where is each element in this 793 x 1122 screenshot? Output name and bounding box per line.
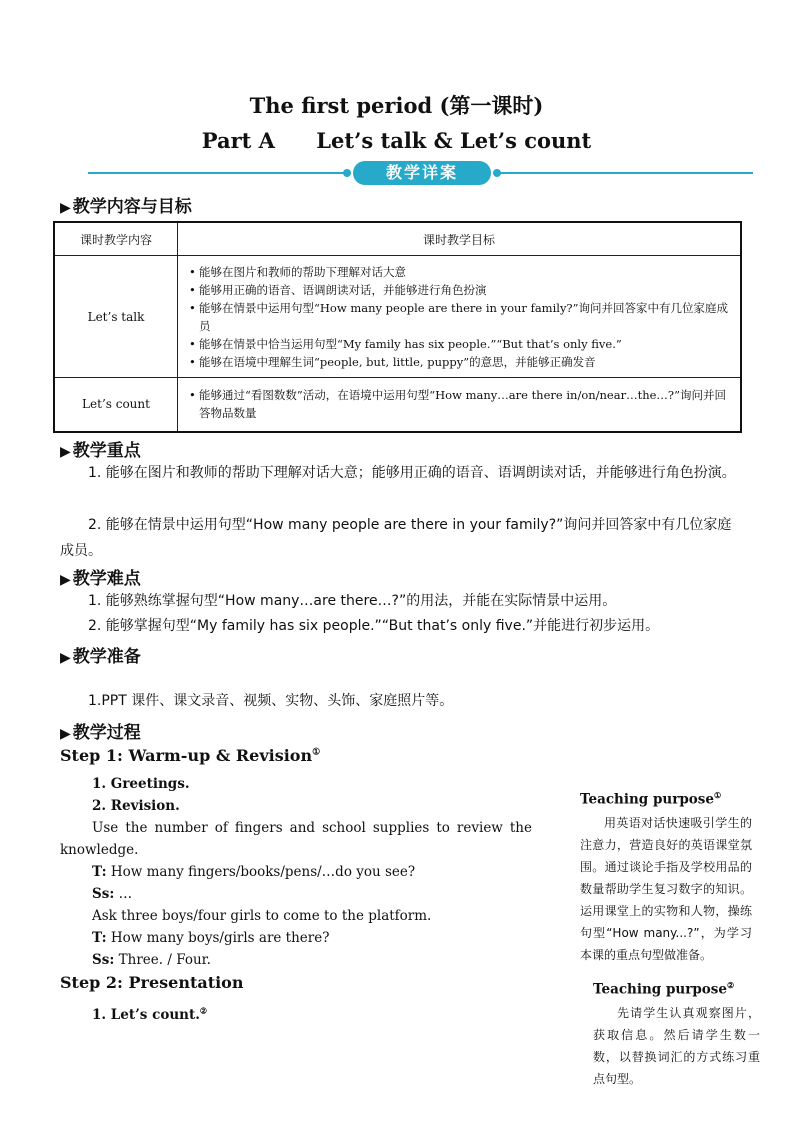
list-item: • 能够用正确的语音、语调朗读对话，并能够进行角色扮演 xyxy=(189,281,733,299)
triangle-bullet-icon: ▶ xyxy=(60,444,71,460)
ask-line: Ask three boys/four girls to come to the platform. xyxy=(92,908,432,924)
teaching-purpose-1-text: 用英语对话快速吸引学生的注意力，营造良好的英语课堂氛围。通过谈论手指及学校用品的数量帮助学生复习数字的知识。运用课堂上的实物和人物，操练句型“How many...?”，为学习本课的重点句型做准备。 xyxy=(580,816,752,962)
section-heading-key-points: ▶ 教学重点 xyxy=(60,441,141,461)
table-header-cell: 课时教学目标 xyxy=(178,222,742,256)
table-cell-goals xyxy=(178,378,742,432)
table-header-cell: 课时教学内容 xyxy=(54,222,178,256)
step-1-title: Step 1: Warm-up & Revision① xyxy=(60,746,321,765)
preparation-text: 1.PPT 课件、课文录音、视频、实物、头饰、家庭照片等。 xyxy=(88,693,454,709)
lesson-subtitle: Let’s talk & Let’s count xyxy=(316,128,592,153)
dialogue-line: Ss: … xyxy=(92,886,133,902)
list-item: • 能够在情景中运用句型“How many people are there in your family?”询问并回答家中有几位家庭成员 xyxy=(189,299,733,335)
difficulty-1: 1. 能够熟练掌握句型“How many…are there…?”的用法，并能在实际情景中运用。 xyxy=(88,593,617,609)
list-item: • 能够在语境中理解生词“people, but, little, puppy”的意思，并能够正确发音 xyxy=(189,353,733,371)
table-row xyxy=(54,256,741,378)
page-subtitle xyxy=(0,128,793,153)
step-2-content xyxy=(60,999,532,1026)
banner-divider-right xyxy=(498,172,753,174)
section-heading-content-goals: ▶ 教学内容与目标 xyxy=(60,197,192,217)
section-heading-difficulties: ▶ 教学难点 xyxy=(60,569,141,589)
section-heading-preparation: ▶ 教学准备 xyxy=(60,647,141,667)
step-2-title: Step 2: Presentation xyxy=(60,973,244,992)
list-item: • 能够在情景中恰当运用句型“My family has six people.”“But that’s only five.” xyxy=(189,335,733,353)
table-row xyxy=(54,378,741,432)
table-cell-content: Let’s count xyxy=(54,378,178,432)
page-title: The first period (第一课时) xyxy=(249,93,544,118)
banner-divider-left xyxy=(88,172,346,174)
banner-label: 教学详案 xyxy=(353,161,491,185)
table-header-row xyxy=(54,222,741,256)
key-point-2: 2. 能够在情景中运用句型“How many people are there in your family?”询问并回答家中有几位家庭成员。 xyxy=(60,517,732,559)
revision-line: 2. Revision. xyxy=(92,798,180,814)
triangle-bullet-icon: ▶ xyxy=(60,726,71,742)
teaching-purpose-1-title: Teaching purpose① xyxy=(580,790,722,808)
teaching-purpose-2-title: Teaching purpose② xyxy=(593,980,735,998)
dialogue-line: T: How many boys/girls are there? xyxy=(92,930,330,946)
goals-table xyxy=(53,221,742,433)
table-cell-content: Let’s talk xyxy=(54,256,178,378)
dialogue-line: Ss: Three. / Four. xyxy=(92,952,211,968)
dialogue-line: T: How many fingers/books/pens/…do you see? xyxy=(92,864,416,880)
lets-count-line: 1. Let’s count.② xyxy=(92,1005,208,1023)
list-item: • 能够在图片和教师的帮助下理解对话大意 xyxy=(189,263,733,281)
section-heading-process: ▶ 教学过程 xyxy=(60,723,141,743)
part-label: Part A xyxy=(201,128,275,153)
triangle-bullet-icon: ▶ xyxy=(60,200,71,216)
list-item: • 能够通过“看图数数”活动，在语境中运用句型“How many…are there in/on/near…the…?”询问并回答物品数量 xyxy=(189,386,733,422)
difficulty-2: 2. 能够掌握句型“My family has six people.”“But that’s only five.”并能进行初步运用。 xyxy=(88,618,660,634)
table-cell-goals xyxy=(178,256,742,378)
key-point-1: 1. 能够在图片和教师的帮助下理解对话大意；能够用正确的语音、语调朗读对话，并能够进行角色扮演。 xyxy=(88,465,736,481)
step-1-content xyxy=(60,773,532,971)
triangle-bullet-icon: ▶ xyxy=(60,572,71,588)
greetings-line: 1. Greetings. xyxy=(92,776,190,792)
triangle-bullet-icon: ▶ xyxy=(60,650,71,666)
instruction-text: Use the number of fingers and school supplies to review the knowledge. xyxy=(60,820,532,858)
teaching-purpose-2-text: 先请学生认真观察图片，获取信息。然后请学生数一数，以替换词汇的方式练习重点句型。 xyxy=(593,1006,760,1086)
